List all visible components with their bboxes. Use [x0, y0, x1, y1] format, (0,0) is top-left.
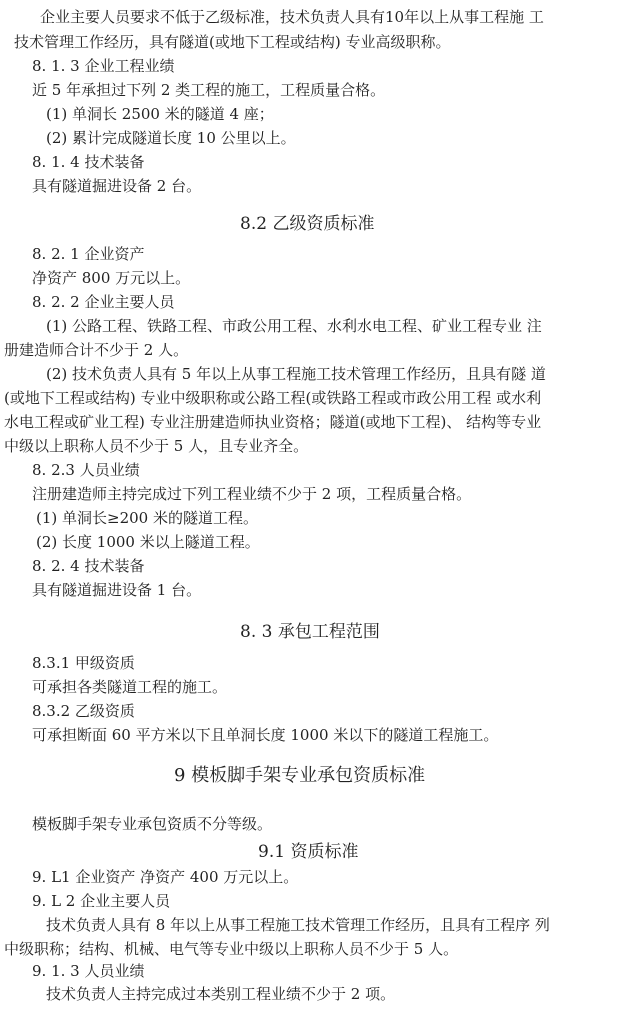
paragraph-line: 册建造师合计不少于 2 人。: [4, 341, 189, 359]
paragraph-line: 具有隧道掘进设备 1 台。: [32, 581, 202, 599]
paragraph-line: 水电工程或矿业工程) 专业注册建造师执业资格；隧道(或地下工程)、 结构等专业: [4, 413, 542, 431]
section-title-8-3-1: 8.3.1 甲级资质: [32, 654, 135, 672]
paragraph-line: 具有隧道掘进设备 2 台。: [32, 177, 202, 195]
section-title-8-1-3: 8. 1. 3 企业工程业绩: [32, 57, 175, 75]
paragraph-line: 中级职称；结构、机械、电气等专业中级以上职称人员不少于 5 人。: [4, 940, 459, 958]
section-heading-9-1: 9.1 资质标准: [258, 842, 359, 862]
section-title-8-2-4: 8. 2. 4 技术装备: [32, 557, 145, 575]
paragraph-line: (1) 公路工程、铁路工程、市政公用工程、水利水电工程、矿业工程专业 注: [46, 317, 542, 335]
list-item: (1) 单洞长 2500 米的隧道 4 座；: [46, 105, 274, 123]
list-item: (2) 长度 1000 米以上隧道工程。: [36, 533, 260, 551]
paragraph-line: (2) 技术负责人具有 5 年以上从事工程施工技术管理工作经历，且具有隧 道: [46, 365, 546, 383]
paragraph-line: 企业主要人员要求不低于乙级标准，技术负责人具有10年以上从事工程施 工: [40, 8, 544, 26]
paragraph-line: 技术负责人主持完成过本类别工程业绩不少于 2 项。: [46, 985, 396, 1003]
section-title-8-2-1: 8. 2. 1 企业资产: [32, 245, 145, 263]
section-title-9-1-3: 9. 1. 3 人员业绩: [32, 962, 145, 980]
section-title-9-1-1: 9. L1 企业资产 净资产 400 万元以上。: [32, 868, 299, 886]
section-title-9-1-2: 9. L 2 企业主要人员: [32, 892, 171, 910]
section-title-8-3-2: 8.3.2 乙级资质: [32, 702, 135, 720]
section-title-8-2-3: 8. 2.3 人员业绩: [32, 461, 140, 479]
paragraph-line: (或地下工程或结构) 专业中级职称或公路工程(或铁路工程或市政公用工程 或水利: [4, 389, 542, 407]
paragraph-line: 净资产 800 万元以上。: [32, 269, 191, 287]
paragraph-line: 可承担断面 60 平方米以下且单洞长度 1000 米以下的隧道工程施工。: [32, 726, 499, 744]
paragraph-line: 中级以上职称人员不少于 5 人，且专业齐全。: [4, 437, 309, 455]
paragraph-line: 近 5 年承担过下列 2 类工程的施工，工程质量合格。: [32, 81, 386, 99]
paragraph-line: 可承担各类隧道工程的施工。: [32, 678, 228, 696]
chapter-heading-9: 9 模板脚手架专业承包资质标准: [174, 765, 426, 786]
paragraph-line: 模板脚手架专业承包资质不分等级。: [32, 815, 273, 833]
paragraph-line: 技术负责人具有 8 年以上从事工程施工技术管理工作经历，且具有工程序 列: [46, 916, 550, 934]
section-title-8-1-4: 8. 1. 4 技术装备: [32, 153, 145, 171]
section-heading-8-2: 8.2 乙级资质标准: [240, 214, 375, 234]
paragraph-line: 注册建造师主持完成过下列工程业绩不少于 2 项，工程质量合格。: [32, 485, 472, 503]
section-title-8-2-2: 8. 2. 2 企业主要人员: [32, 293, 175, 311]
paragraph-line: 技术管理工作经历，具有隧道(或地下工程或结构) 专业高级职称。: [14, 33, 451, 51]
list-item: (1) 单洞长≥200 米的隧道工程。: [36, 509, 258, 527]
list-item: (2) 累计完成隧道长度 10 公里以上。: [46, 129, 296, 147]
section-heading-8-3: 8. 3 承包工程范围: [240, 622, 380, 642]
